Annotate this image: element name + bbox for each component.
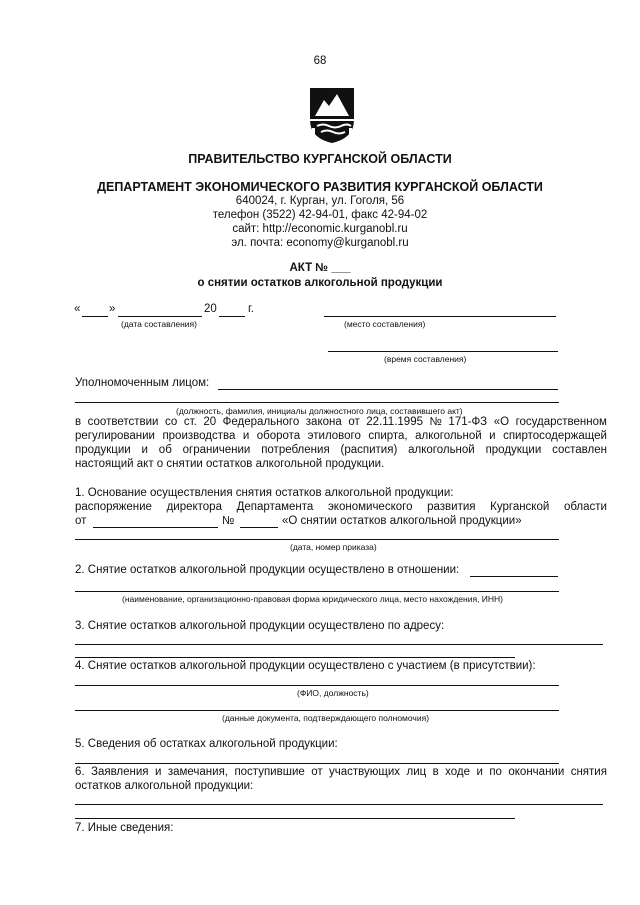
- section1-from-label: от: [75, 515, 87, 527]
- section1-number-sign: №: [222, 515, 235, 527]
- statements-field-continued[interactable]: [75, 818, 515, 819]
- month-field[interactable]: [118, 316, 202, 317]
- date-close-quote: »: [109, 303, 116, 315]
- department-email: эл. почта: economy@kurganobl.ru: [231, 237, 409, 249]
- section1-caption: (дата, номер приказа): [290, 542, 377, 552]
- preamble-line-1: в соответствии со ст. 20 Федерального закона от 22.11.1995 № 171-ФЗ «О государственном: [75, 416, 607, 428]
- date-caption: (дата составления): [121, 319, 197, 329]
- section2-heading: 2. Снятие остатков алкогольной продукции осуществлено в отношении:: [75, 564, 460, 576]
- section2-caption: (наименование, организационно-правовая форма юридического лица, место нахождения, ИНН): [122, 594, 503, 604]
- time-caption: (время составления): [384, 354, 467, 364]
- act-subject: о снятии остатков алкогольной продукции: [197, 277, 443, 289]
- section1-order-title: «О снятии остатков алкогольной продукции»: [282, 515, 522, 527]
- participant-field[interactable]: [75, 685, 559, 686]
- section1-line-1: распоряжение директора Департамента экономического развития Курганской области: [75, 501, 607, 513]
- section6-line-2: остатков алкогольной продукции:: [75, 780, 254, 792]
- section6-line-1: 6. Заявления и замечания, поступившие от участвующих лиц в ходе и по окончании снятия: [75, 766, 607, 778]
- order-number-field[interactable]: [240, 527, 278, 528]
- order-details-field[interactable]: [75, 539, 559, 540]
- statements-field[interactable]: [75, 804, 603, 805]
- day-field[interactable]: [82, 316, 108, 317]
- act-title: АКТ № ___: [289, 262, 351, 274]
- year-prefix: 20: [204, 303, 217, 315]
- section1-heading: 1. Основание осуществления снятия остатков алкогольной продукции:: [75, 487, 454, 499]
- order-date-field[interactable]: [93, 527, 218, 528]
- preamble-line-2: регулировании производства и оборота этилового спирта, алкогольной и спиртосодержащей: [75, 430, 607, 442]
- address-field-continued[interactable]: [75, 657, 515, 658]
- address-field[interactable]: [75, 644, 603, 645]
- entity-field[interactable]: [470, 576, 558, 577]
- place-field[interactable]: [324, 316, 556, 317]
- preamble-line-4: настоящий акт о снятии остатков алкогольной продукции.: [75, 458, 385, 470]
- preamble-line-3: продукции и об ограничении потребления (распития) алкогольной продукции составлен: [75, 444, 607, 456]
- government-title: ПРАВИТЕЛЬСТВО КУРГАНСКОЙ ОБЛАСТИ: [188, 152, 452, 166]
- section4-caption-fio: (ФИО, должность): [297, 688, 369, 698]
- official-caption: (должность, фамилия, инициалы должностного лица, составившего акт): [176, 406, 463, 416]
- department-address: 640024, г. Курган, ул. Гоголя, 56: [235, 195, 405, 207]
- section7-heading: 7. Иные сведения:: [75, 822, 174, 834]
- section4-heading: 4. Снятие остатков алкогольной продукции осуществлено с участием (в присутствии):: [75, 660, 536, 672]
- section4-caption-doc: (данные документа, подтверждающего полномочия): [222, 713, 430, 723]
- page-number: 68: [313, 55, 327, 67]
- section5-heading: 5. Сведения об остатках алкогольной продукции:: [75, 738, 338, 750]
- coat-of-arms-icon: [307, 86, 357, 144]
- official-label: Уполномоченным лицом:: [75, 377, 210, 389]
- department-title: ДЕПАРТАМЕНТ ЭКОНОМИЧЕСКОГО РАЗВИТИЯ КУРГАНСКОЙ ОБЛАСТИ: [97, 180, 543, 194]
- authority-document-field[interactable]: [75, 710, 559, 711]
- time-field[interactable]: [328, 351, 558, 352]
- residues-field[interactable]: [75, 763, 559, 764]
- department-phone: телефон (3522) 42-94-01, факс 42-94-02: [212, 209, 428, 221]
- year-suffix: г.: [248, 303, 254, 315]
- entity-field-continued[interactable]: [75, 591, 559, 592]
- official-field-continued[interactable]: [75, 402, 559, 403]
- place-caption: (место составления): [344, 319, 426, 329]
- date-open-quote: «: [74, 303, 81, 315]
- official-field[interactable]: [218, 389, 558, 390]
- year-field[interactable]: [219, 316, 245, 317]
- section3-heading: 3. Снятие остатков алкогольной продукции осуществлено по адресу:: [75, 620, 445, 632]
- department-site: сайт: http://economic.kurganobl.ru: [232, 223, 408, 235]
